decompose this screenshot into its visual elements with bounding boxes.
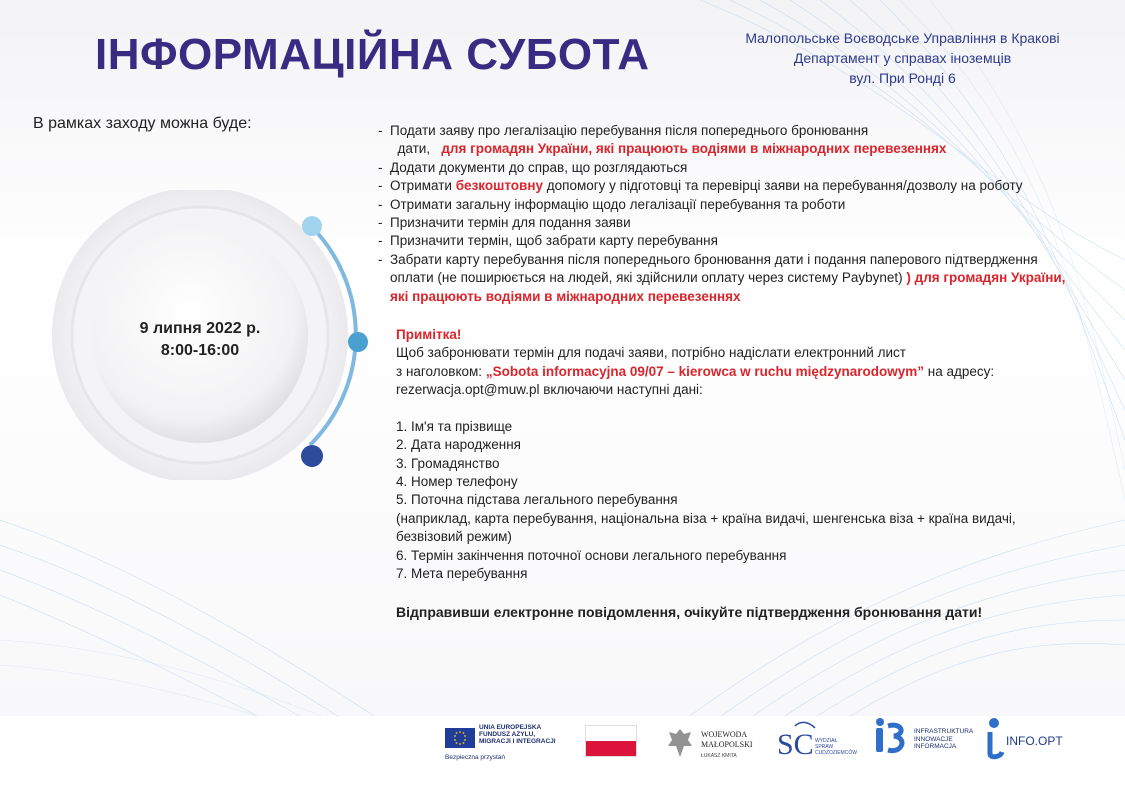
wojewoda-logo: WOJEWODA MAŁOPOLSKI ŁUKASZ KMITA [665,726,695,765]
list-item: - Призначити термін для подання заяви [376,214,1076,232]
event-time: 8:00-16:00 [160,342,240,359]
dot-mid [348,332,368,352]
list-item: - Отримати безкоштовну допомогу у підготовці та перевірці заяви на перебування/дозволу на роботу [376,177,1076,195]
main-content [376,122,1076,622]
list-item: 7. Мета перебування [396,565,528,581]
org-street: вул. При Ронді 6 [849,70,956,86]
note-line: Щоб забронювати термін для подачі заяви, потрібно надіслати електронний лист [396,345,906,361]
page-title: ІНФОРМАЦІЙНА СУБОТА [95,30,650,79]
required-data-list [376,418,1076,584]
i3-logo-text: INFRASTRUKTURA INNOWACJE INFORMACJA [914,728,974,750]
list-item-note: (наприклад, карта перебування, національна віза + країна видачі, шенгенська віза + країна видачі, безвізовий режим) [396,510,1016,545]
list-item: 6. Термін закінчення поточної основи легального перебування [396,547,787,563]
list-item: - Отримати загальну інформацію щодо легалізації перебування та роботи [376,196,1076,214]
sc-logo-text: WYDZIAŁ SPRAW CUDZOZIEMCÓW [815,738,857,756]
organization-address [720,28,1085,88]
event-date: 9 липня 2022 р. [139,320,261,337]
eagle-emblem-icon [665,726,695,760]
note-line: з наголовком: „Sobota informacyjna 09/07 – kierowca w ruchu międzynarodowym” на адресу: [396,363,995,379]
dot-light [302,216,322,236]
list-item: 5. Поточна підстава легального перебування [396,492,678,508]
highlight-drivers: для громадян України, які працюють водіями в міжнародних перевезеннях [441,141,947,157]
list-item: - Забрати карту перебування після попереднього бронювання дати і подання паперового підтвердження оплати (не поширюється на людей, які здійснили оплату через систему Paybynet) ) для громадян України, які працюють водіями в міжнародних перевезеннях [376,251,1076,306]
dot-dark [301,445,323,467]
eu-flag-icon [445,728,475,748]
info-emblem-icon [980,716,1006,760]
eu-logo-text: UNIA EUROPEJSKA FUNDUSZ AZYLU, MIGRACJI I INTEGRACJI [479,724,556,745]
poland-flag-icon [585,725,637,757]
note-title: Примітка! [396,327,462,343]
list-item: 3. Громадянство [396,455,500,471]
list-item: - Подати заяву про легалізацію перебування після попереднього бронювання дати, для громадян України, які працюють водіями в міжнародних перевезеннях [376,122,1076,159]
final-message: Відправивши електронне повідомлення, очікуйте підтвердження бронювання дати! [396,604,983,621]
list-item: 4. Номер телефону [396,473,518,489]
eu-logo-subtitle: Bezpieczna przystań [445,754,505,761]
sc-logo [775,718,857,771]
note-email-line: rezerwacja.opt@muw.pl включаючи наступні дані: [396,382,703,398]
email-subject: „Sobota informacyjna 09/07 – kierowca w ruchu międzynarodowym” [485,363,924,379]
highlight-free: безкоштовну [455,178,543,194]
org-name: Малопольське Воєводське Управління в Кракові [745,30,1060,46]
i3-emblem-icon [872,716,912,760]
org-department: Департамент у справах іноземців [793,50,1012,66]
i3-logo [872,716,974,765]
list-item: 2. Дата народження [396,437,521,453]
intro-text: В рамках заходу можна буде: [33,115,252,132]
list-item: - Додати документи до справ, що розглядаються [376,159,1076,177]
list-item: 1. Ім'я та прізвище [396,418,513,434]
highlight-drivers: ) для громадян України, які працюють водіями в міжнародних перевезеннях [390,270,1066,304]
svg-text:SC: SC [777,728,814,761]
sc-emblem-icon [775,718,820,766]
services-list [376,122,1076,306]
event-date-time [100,318,300,362]
info-opt-logo [980,716,1063,765]
note-section [376,326,1076,400]
list-item: - Призначити термін, щоб забрати карту перебування [376,232,1076,250]
info-opt-label: INFO.OPT [1006,734,1063,748]
